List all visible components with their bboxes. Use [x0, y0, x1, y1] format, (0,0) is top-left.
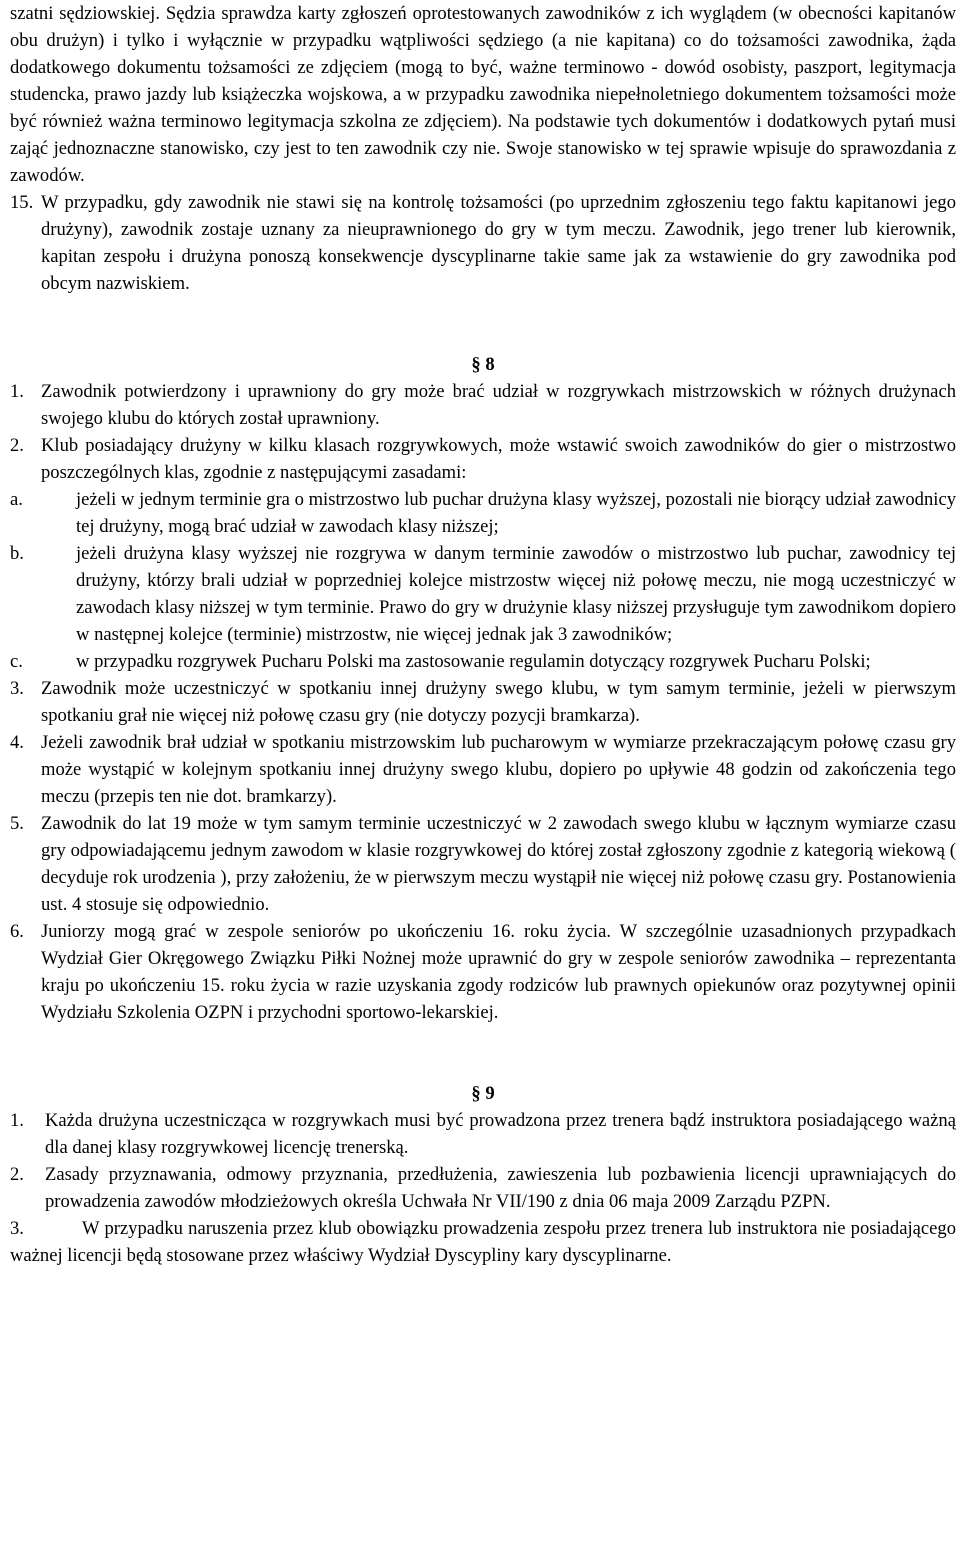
- item-text: W przypadku, gdy zawodnik nie stawi się na kontrolę tożsamości (po uprzednim zgłoszeniu tego faktu kapitanowi jego drużyny), zawodnik zostaje uznany za nieuprawnionego do gry w tym meczu. Zawodnik, jego trener lub kierownik, kapitan zespołu i drużyna ponoszą konsekwencje dyscyplinarne takie same jak za wstawienie do gry zawodnika pod obcym nazwiskiem.: [41, 192, 956, 294]
- item-number: 1.: [10, 381, 24, 402]
- section7-intro-paragraph: szatni sędziowskiej. Sędzia sprawdza karty zgłoszeń oprotestowanych zawodników z ich wyglądem (w obecności kapitanów obu drużyn) i tylko i wyłącznie w przypadku wątpliwości sędziego (a nie kapitana) co do tożsamości zawodnika, żąda dodatkowego dokumentu tożsamości ze zdjęciem (mogą to być, ważne terminowo - dowód osobisty, paszport, legitymacja studencka, prawo jazdy lub książeczka wojskowa, a w przypadku zawodnika niepełnoletniego dokumentem tożsamości może być również ważna terminowo legitymacja szkolna ze zdjęciem). Na podstawie tych dokumentów i dodatkowych pytań musi zająć jednoznaczne stanowisko, czy jest to ten zawodnik czy nie. Swoje stanowisko w tej sprawie wpisuje do sprawozdania z zawodów.: [10, 3, 956, 186]
- section8-item-1: [10, 378, 956, 432]
- item-text: W przypadku naruszenia przez klub obowiązku prowadzenia zespołu przez trenera lub instruktora nie posiadającego ważnej licencji będą stosowane przez właściwy Wydział Dyscypliny kary dyscyplinarne.: [10, 1218, 956, 1266]
- item-number: 3.: [10, 678, 24, 699]
- item-number: 15.: [10, 192, 34, 213]
- item-text: Juniorzy mogą grać w zespole seniorów po ukończeniu 16. roku życia. W szczególnie uzasadnionych przypadkach Wydział Gier Okręgowego Związku Piłki Nożnej może uprawnić do gry w zespole seniorów zawodnika – reprezentanta kraju po ukończeniu 15. roku życia w razie uzyskania zgody rodziców lub prawnych opiekunów oraz pozytywnej opinii Wydziału Szkolenia OZPN i przychodni sportowo-lekarskiej.: [41, 921, 956, 1023]
- spacer: [10, 297, 956, 351]
- section8-subitem-a: [10, 486, 956, 540]
- section9-heading: § 9: [471, 1083, 495, 1104]
- item-text: Klub posiadający drużyny w kilku klasach rozgrywkowych, może wstawić swoich zawodników do gier o mistrzostwo poszczególnych klas, zgodnie z następującymi zasadami:: [41, 435, 956, 483]
- item-number: 3.: [10, 1218, 24, 1239]
- section8-item-3: [10, 675, 956, 729]
- item-number: 1.: [10, 1110, 24, 1131]
- section9-item-1: [10, 1107, 956, 1161]
- spacer: [10, 1026, 956, 1080]
- item-text: Jeżeli zawodnik brał udział w spotkaniu mistrzowskim lub pucharowym w wymiarze przekraczającym połowę czasu gry może wystąpić w kolejnym spotkaniu innej drużyny swego klubu, dopiero po upływie 48 godzin od zakończenia tego meczu (przepis ten nie dot. bramkarzy).: [41, 732, 956, 807]
- item-text: Zawodnik może uczestniczyć w spotkaniu innej drużyny swego klubu, w tym samym terminie, jeżeli w pierwszym spotkaniu grał nie więcej niż połowę czasu gry (nie dotyczy pozycji bramkarza).: [41, 678, 956, 726]
- item-number: 5.: [10, 813, 24, 834]
- section8-item-2: [10, 432, 956, 486]
- item-text: Każda drużyna uczestnicząca w rozgrywkach musi być prowadzona przez trenera bądź instruktora posiadającego ważną dla danej klasy rozgrywkowej licencję trenerską.: [45, 1110, 956, 1158]
- section9-item-3: [10, 1215, 956, 1269]
- subitem-letter: b.: [10, 543, 24, 564]
- item-number: 2.: [10, 435, 24, 456]
- subitem-letter: a.: [10, 489, 23, 510]
- section8-item-5: [10, 810, 956, 918]
- item-number: 6.: [10, 921, 24, 942]
- section8-item-4: [10, 729, 956, 810]
- section9-item-2: [10, 1161, 956, 1215]
- item-text: Zawodnik do lat 19 może w tym samym terminie uczestniczyć w 2 zawodach swego klubu w łącznym wymiarze czasu gry odpowiadającemu jednym zawodom w klasie rozgrywkowej do której został zgłoszony zgodnie z kategorią wiekową ( decyduje rok urodzenia ), przy założeniu, że w pierwszym meczu wystąpił nie więcej niż połowę czasu gry. Postanowienia ust. 4 stosuje się odpowiednio.: [41, 813, 956, 915]
- item-text: Zasady przyznawania, odmowy przyznania, przedłużenia, zawieszenia lub pozbawienia licencji uprawniających do prowadzenia zawodów młodzieżowych określa Uchwała Nr VII/190 z dnia 06 maja 2009 Zarządu PZPN.: [45, 1164, 956, 1212]
- item-number: 2.: [10, 1164, 24, 1185]
- section8-heading: § 8: [471, 354, 495, 375]
- subitem-text: w przypadku rozgrywek Pucharu Polski ma zastosowanie regulamin dotyczący rozgrywek Pucharu Polski;: [76, 651, 871, 672]
- item-number: 4.: [10, 732, 24, 753]
- subitem-text: jeżeli drużyna klasy wyższej nie rozgrywa w danym terminie zawodów o mistrzostwo lub puchar, zawodnicy tej drużyny, którzy brali udział w poprzedniej kolejce mistrzostw więcej niż połowę meczu, nie mogą uczestniczyć w zawodach klasy niższej w tym terminie. Prawo do gry w drużynie klasy niższej przysługuje tym zawodnikom dopiero w następnej kolejce (terminie) mistrzostw, nie więcej jednak jak 3 zawodników;: [76, 543, 956, 645]
- section8-item-6: [10, 918, 956, 1026]
- section7-item-15: [10, 189, 956, 297]
- subitem-text: jeżeli w jednym terminie gra o mistrzostwo lub puchar drużyna klasy wyższej, pozostali nie biorący udział zawodnicy tej drużyny, mogą brać udział w zawodach klasy niższej;: [76, 489, 956, 537]
- subitem-letter: c.: [10, 651, 23, 672]
- section8-subitem-c: [10, 648, 956, 675]
- item-text: Zawodnik potwierdzony i uprawniony do gry może brać udział w rozgrywkach mistrzowskich w różnych drużynach swojego klubu do których został uprawniony.: [41, 381, 956, 429]
- section8-subitem-b: [10, 540, 956, 648]
